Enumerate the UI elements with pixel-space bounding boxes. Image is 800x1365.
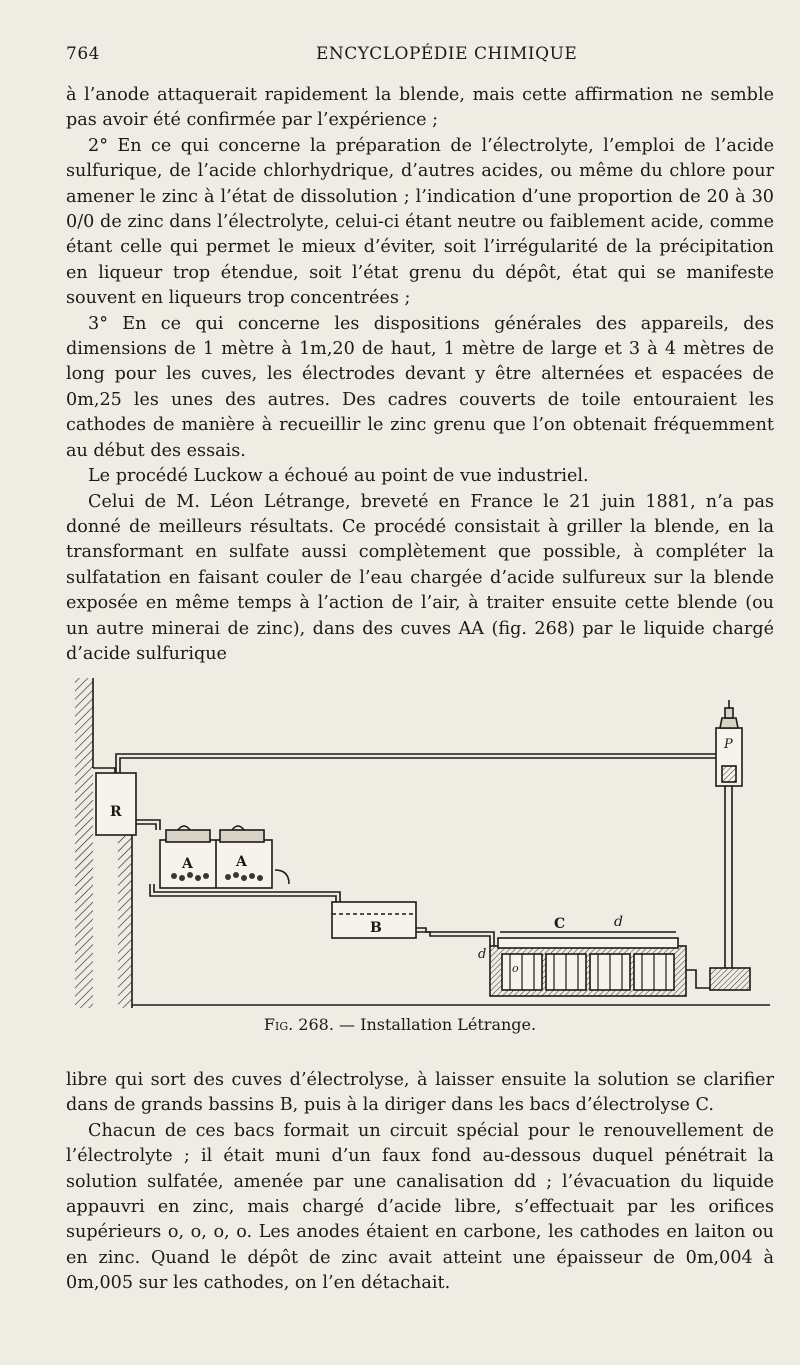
paragraph-clarification: libre qui sort des cuves d’électrolyse, à laisser ensuite la solution se clarifier dans de grands bassins B, puis à la diriger dans les bacs d’électrolyse C. bbox=[66, 1070, 774, 1116]
electrolysis-tanks-c bbox=[478, 914, 686, 996]
reservoir-r bbox=[96, 773, 136, 835]
label-b: B bbox=[370, 920, 382, 936]
column-p bbox=[716, 700, 742, 968]
paragraph-continuation: à l’anode attaquerait rapidement la blende, mais cette affirmation ne semble pas avoir été confirmée par l’expérience ; bbox=[66, 85, 774, 131]
page-number: 764 bbox=[66, 44, 100, 64]
return-pipe bbox=[686, 968, 750, 990]
label-d-left: d bbox=[478, 947, 487, 962]
installation-diagram bbox=[70, 670, 770, 1010]
running-title: ENCYCLOPÉDIE CHIMIQUE bbox=[316, 44, 578, 64]
label-o: o bbox=[512, 962, 519, 975]
top-text-block bbox=[66, 83, 774, 667]
supply-pipe bbox=[116, 754, 720, 773]
paragraph-circuit: Chacun de ces bacs formait un circuit spécial pour le renouvellement de l’électrolyte ; il était muni d’un faux fond au-dessous duquel pénétrait la solution sulfatée, amenée par une canalisation dd ; l’évacuation du liquide appauvri en zinc, mais chargé d’acide libre, s’effectuait par les orifices supérieurs o, o, o, o. Les anodes étaient en carbone, les cathodes en laiton ou en zinc. Quand le dépôt de zinc avait atteint une épaisseur de 0m,004 à 0m,005 sur les cathodes, on l’en détachait. bbox=[66, 1120, 774, 1294]
label-c: C bbox=[554, 916, 566, 932]
bottom-text-block bbox=[66, 1068, 774, 1297]
pipe-r-to-a bbox=[136, 820, 160, 830]
figure-caption bbox=[0, 1015, 800, 1034]
vats-aa bbox=[160, 826, 272, 888]
paragraph-electrolyte: 2° En ce qui concerne la préparation de l’électrolyte, l’emploi de l’acide sulfurique, de l’acide chlorhydrique, d’autres acides, ou même du chlore pour amener le zinc à l’état de dissolution ; l’indication d’une proportion de 20 à 30 0/0 de zinc dans l’électrolyte, celui-ci étant neutre ou faiblement acide, comme étant celle qui permet le mieux d’éviter, soit l’irrégularité de la précipitation en liqueur trop étendue, soit l’état grenu du dépôt, état qui se manifeste souvent en liqueurs trop concentrées ; bbox=[66, 135, 774, 309]
label-p: P bbox=[724, 737, 733, 752]
caption-title: — Installation Létrange. bbox=[339, 1015, 537, 1034]
paragraph-luckow: Le procédé Luckow a échoué au point de vue industriel. bbox=[88, 466, 589, 487]
page-header bbox=[66, 44, 740, 68]
paragraph-dispositions: 3° En ce qui concerne les dispositions générales des appareils, des dimensions de 1 mètre à 1m,20 de haut, 1 mètre de large et 3 à 4 mètres de long pour les cuves, les électrodes devant y être alternées et espacées de 0m,25 les unes des autres. Des cadres couverts de toile entouraient les cathodes de manière à recueillir le zinc grenu que l’on obtenait fréquemment au début des essais. bbox=[66, 313, 774, 461]
label-r: R bbox=[110, 804, 122, 820]
basin-b bbox=[332, 902, 416, 938]
label-d-top: d bbox=[614, 914, 623, 930]
caption-figure-number: Fig. 268. bbox=[263, 1015, 334, 1034]
figure-268 bbox=[70, 670, 770, 1010]
label-a-2: A bbox=[236, 854, 247, 870]
paragraph-letrange: Celui de M. Léon Létrange, breveté en France le 21 juin 1881, n’a pas donné de meilleurs résultats. Ce procédé consistait à griller la blende, en la transformant en sulfate aussi complètement que possible, à compléter la sulfatation en faisant couler de l’eau chargée d’acide sulfureux sur la blende exposée en même temps à l’action de l’air, à traiter ensuite cette blende (ou un autre minerai de zinc), dans des cuves AA (fig. 268) par le liquide chargé d’acide sulfurique bbox=[66, 491, 774, 664]
pipe-b-to-c bbox=[416, 928, 494, 946]
label-a-1: A bbox=[182, 856, 193, 872]
